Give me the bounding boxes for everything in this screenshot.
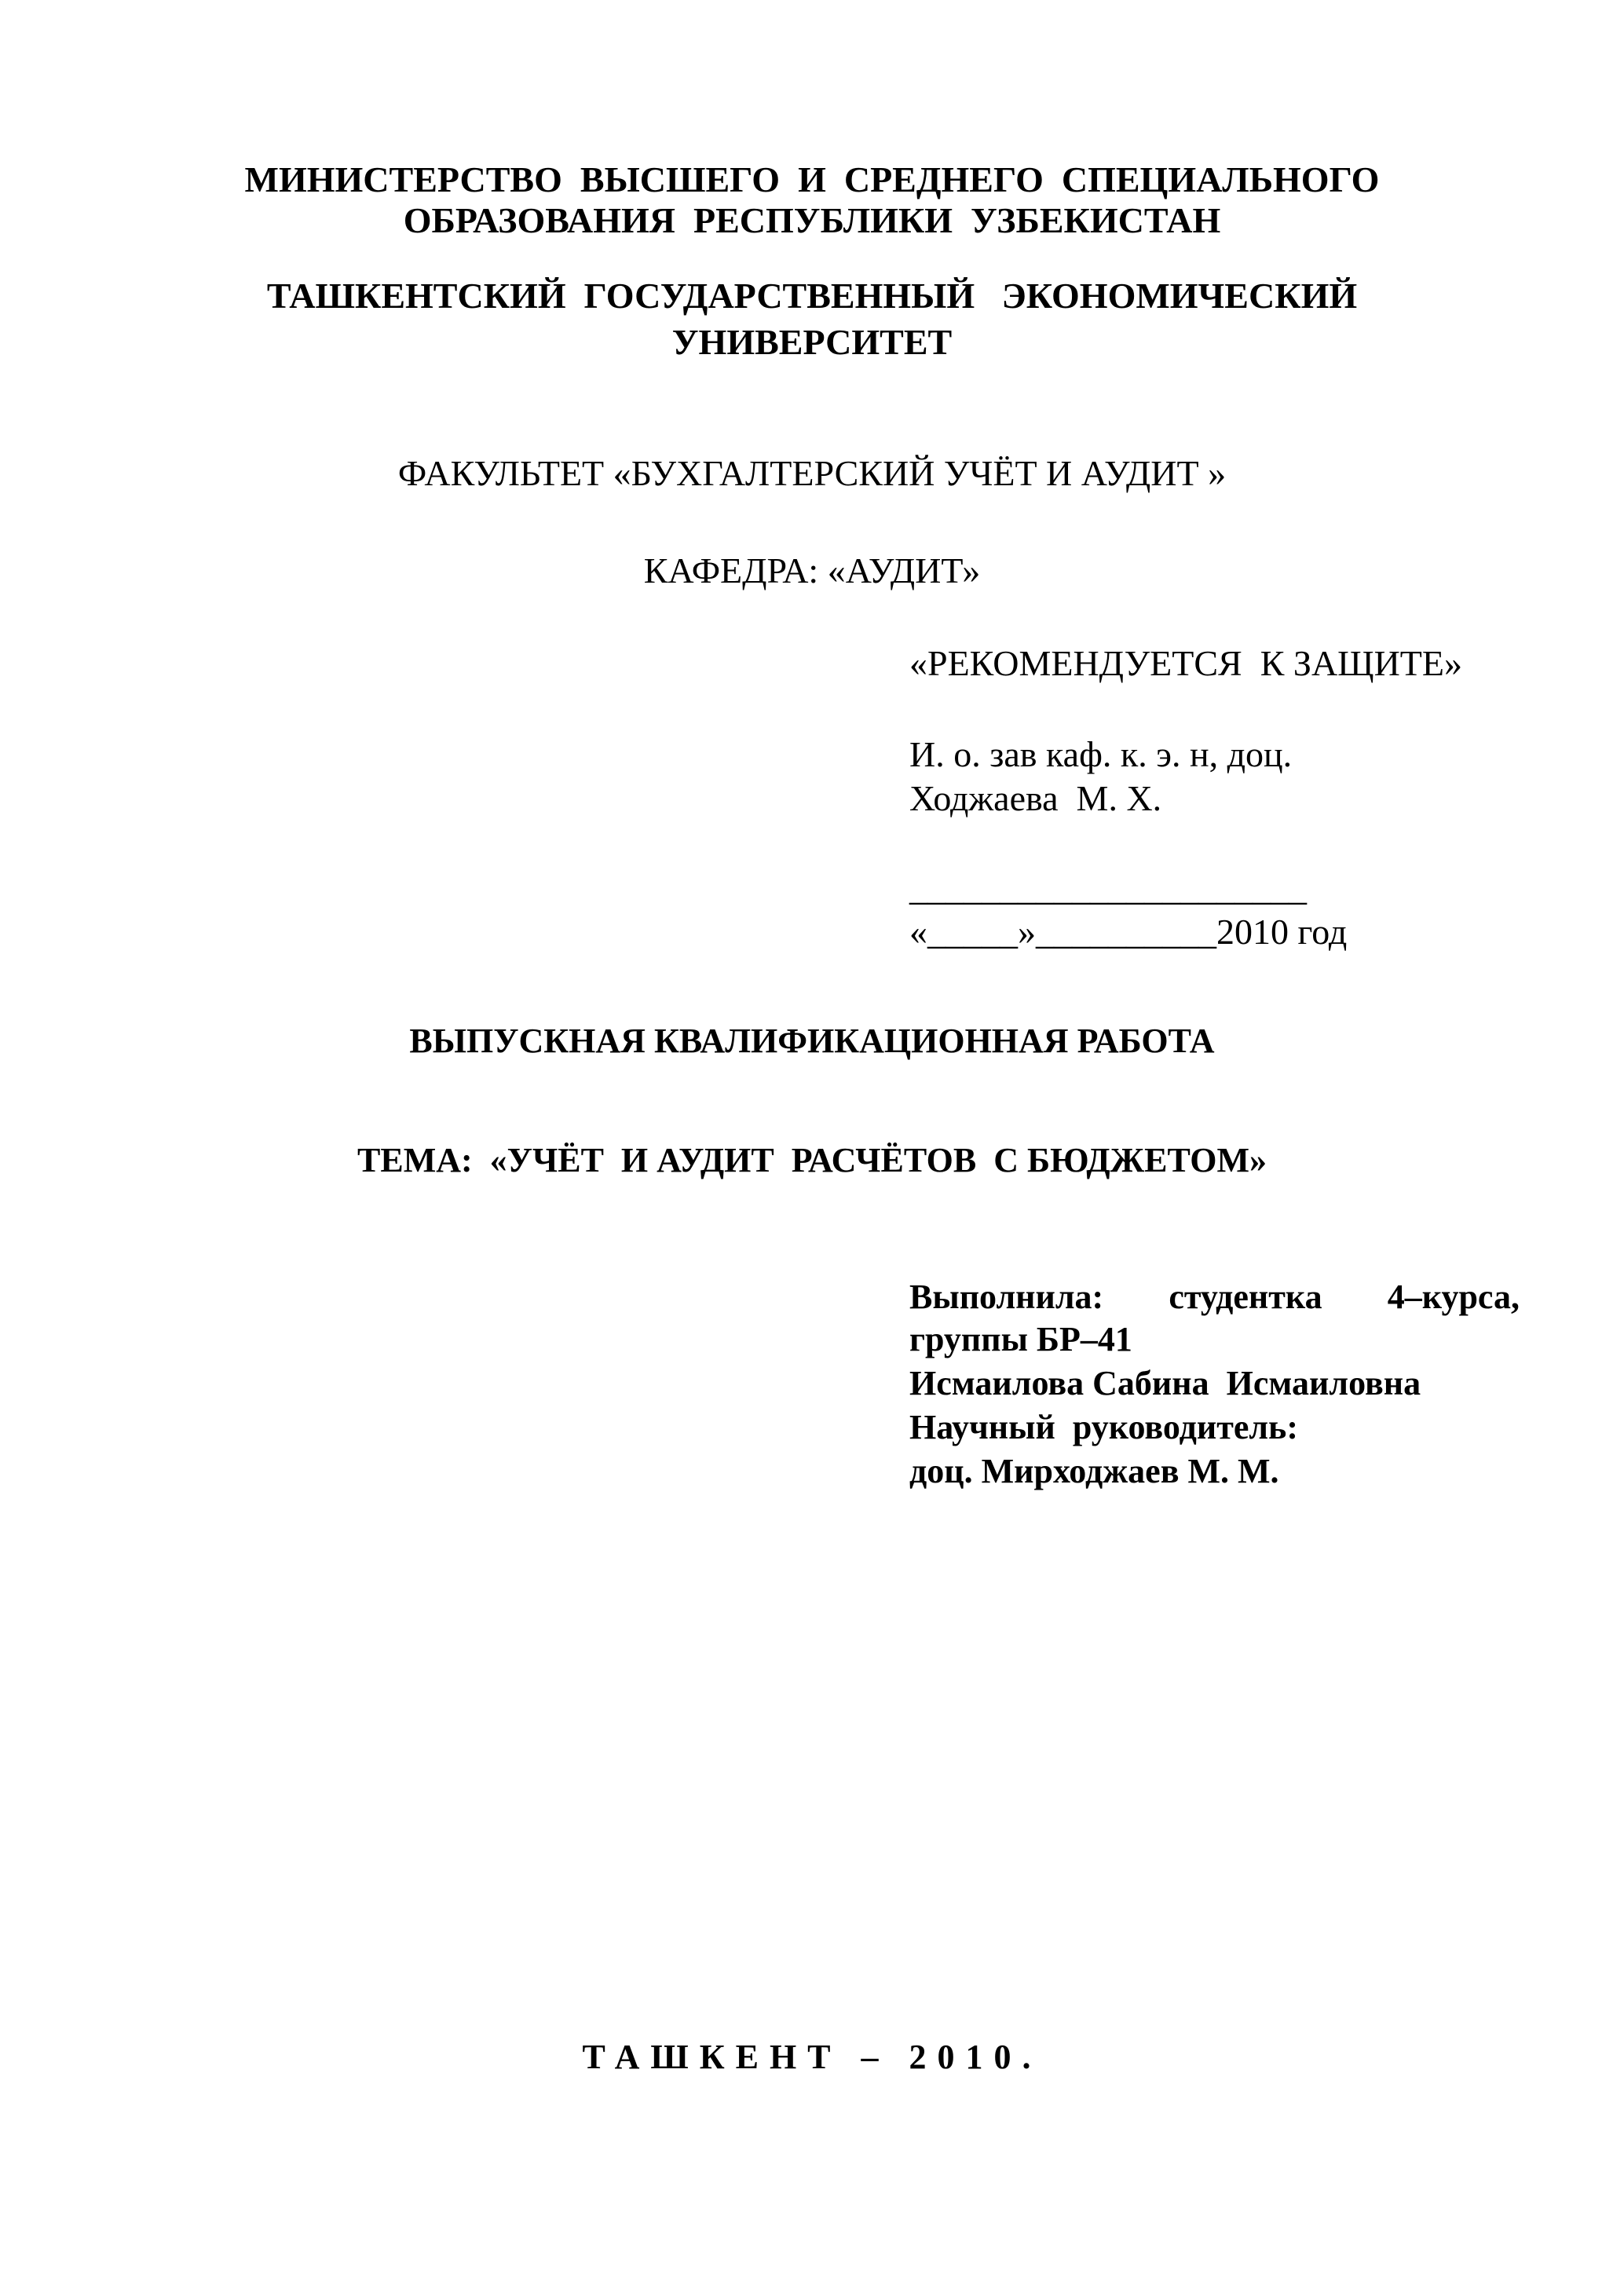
author-status-word-2: студентка — [1169, 1278, 1322, 1316]
author-status-word-1: Выполнила: — [909, 1278, 1104, 1316]
department-head-name: Ходжаева М. Х. — [909, 778, 1162, 818]
ministry-title-line2: ОБРАЗОВАНИЯ РЕСПУБЛИКИ УЗБЕКИСТАН — [403, 200, 1221, 240]
department-name: КАФЕДРА: «АУДИТ» — [643, 550, 981, 590]
author-name: Исмаилова Сабина Исмаиловна — [909, 1364, 1421, 1402]
author-status-word-3: 4–курса, — [1387, 1278, 1520, 1316]
author-group: группы БР–41 — [909, 1320, 1132, 1358]
city-year: ТАШКЕНТ – 2010. — [582, 2038, 1042, 2076]
department-head-position: И. о. зав каф. к. э. н, доц. — [909, 734, 1293, 774]
university-title-line2: УНИВЕРСИТЕТ — [671, 322, 953, 362]
university-title-line1: ТАШКЕНТСКИЙ ГОСУДАРСТВЕННЫЙ ЭКОНОМИЧЕСКИЙ — [266, 276, 1358, 316]
supervisor-label: Научный руководитель: — [909, 1408, 1298, 1446]
ministry-title-line1: МИНИСТЕРСТВО ВЫСШЕГО И СРЕДНЕГО СПЕЦИАЛЬНОГО — [244, 159, 1380, 199]
faculty-name: ФАКУЛЬТЕТ «БУХГАЛТЕРСКИЙ УЧЁТ И АУДИТ » — [397, 453, 1227, 493]
thesis-topic: ТЕМА: «УЧЁТ И АУДИТ РАСЧЁТОВ С БЮДЖЕТОМ» — [357, 1141, 1267, 1179]
approval-date-line: «_____»__________2010 год — [909, 912, 1348, 952]
signature-line: ______________________ — [909, 868, 1307, 908]
supervisor-name: доц. Мирходжаев М. М. — [909, 1452, 1279, 1490]
author-status-line — [909, 1280, 1520, 1314]
recommended-for-defense: «РЕКОМЕНДУЕТСЯ К ЗАЩИТЕ» — [909, 643, 1462, 683]
work-type-title: ВЫПУСКНАЯ КВАЛИФИКАЦИОННАЯ РАБОТА — [409, 1022, 1215, 1060]
